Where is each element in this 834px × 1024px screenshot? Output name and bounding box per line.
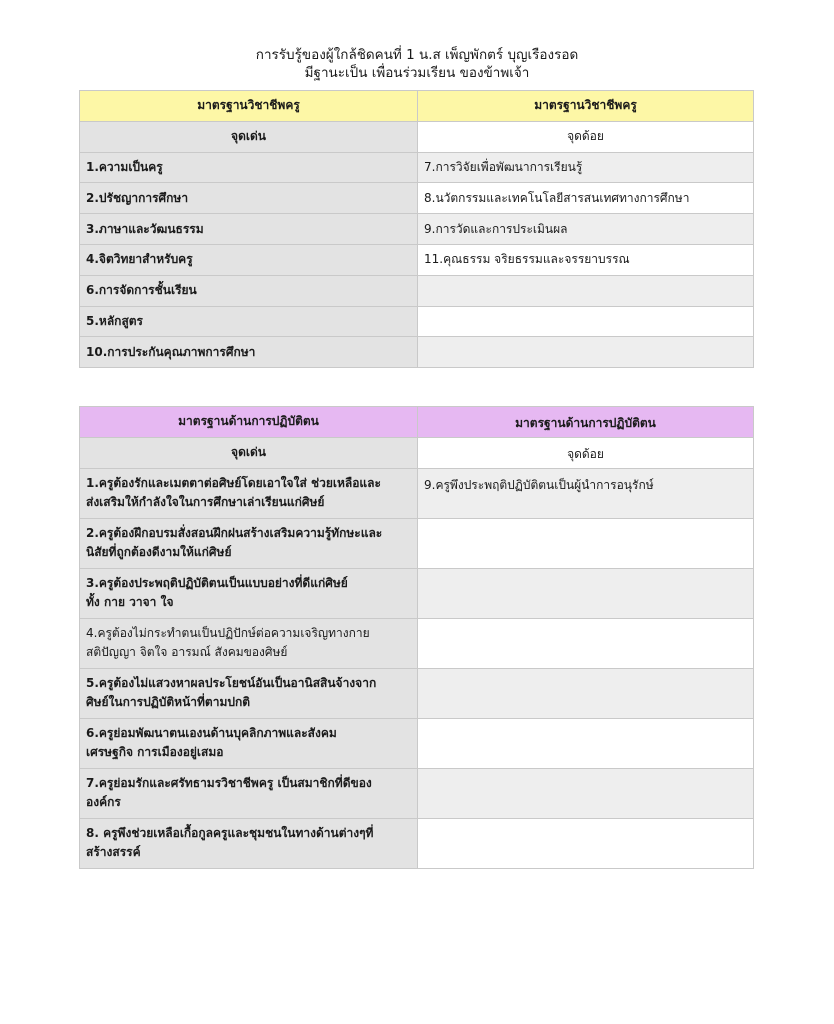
header-right: มาตรฐานวิชาชีพครู (418, 91, 754, 122)
weakness-cell: 9.ครูพึงประพฤติปฏิบัติตนเป็นผู้นำการอนุรักษ์ (418, 468, 754, 518)
header-right: มาตรฐานด้านการปฏิบัติตน (418, 407, 754, 438)
weakness-cell (418, 818, 754, 868)
strength-cell (80, 518, 418, 568)
table-row (80, 818, 754, 868)
strength-line-2: ส่งเสริมให้กำลังใจในการศึกษาเล่าเรียนแก่ศิษย์ (86, 495, 325, 510)
weaknesses-label: จุดด้อย (418, 437, 754, 468)
weakness-cell: 8.นวัตกรรมและเทคโนโลยีสารสนเทศทางการศึกษา (418, 183, 754, 214)
weakness-cell (418, 668, 754, 718)
table-row (80, 468, 754, 518)
table-row (80, 244, 754, 275)
weakness-cell (418, 337, 754, 368)
header-left: มาตรฐานด้านการปฏิบัติตน (80, 407, 418, 438)
weakness-cell: 11.คุณธรรม จริยธรรมและจรรยาบรรณ (418, 244, 754, 275)
strength-line-2: เศรษฐกิจ การเมืองอยู่เสมอ (86, 745, 224, 760)
table-row (80, 718, 754, 768)
weakness-cell (418, 568, 754, 618)
strength-line-1: 2.ครูต้องฝึกอบรมสั่งสอนฝึกฝนสร้างเสริมความรู้ทักษะและ (86, 526, 383, 541)
title-line-2: มีฐานะเป็น เพื่อนร่วมเรียน ของข้าพเจ้า (304, 65, 530, 81)
weakness-cell (418, 518, 754, 568)
table-row (80, 568, 754, 618)
table-row (80, 183, 754, 214)
table-row (80, 275, 754, 306)
table-row (80, 768, 754, 818)
title-line-1: การรับรู้ของผู้ใกล้ชิดคนที่ 1 น.ส เพ็ญพักตร์ บุญเรืองรอด (255, 47, 579, 63)
strength-cell (80, 818, 418, 868)
table-row (80, 668, 754, 718)
strength-line-2: นิสัยที่ถูกต้องดีงามให้แก่ศิษย์ (86, 545, 232, 560)
strength-line-2: ศิษย์ในการปฏิบัติหน้าที่ตามปกติ (86, 695, 251, 710)
strength-line-2: ทั้ง กาย วาจา ใจ (86, 595, 174, 610)
document-title (0, 46, 834, 82)
weakness-cell (418, 618, 754, 668)
table-row (80, 214, 754, 245)
table-row (80, 518, 754, 568)
strength-line-1: 5.ครูต้องไม่แสวงหาผลประโยชน์อันเป็นอานิสสินจ้างจาก (86, 676, 377, 691)
weaknesses-label: จุดด้อย (418, 121, 754, 152)
strength-cell (80, 568, 418, 618)
table-header-row (80, 91, 754, 122)
strength-line-1: 7.ครูย่อมรักและศรัทธามรวิชาชีพครู เป็นสมาชิกที่ดีของ (86, 776, 372, 791)
table-subheader-row (80, 121, 754, 152)
strength-line-1: 1.ครูต้องรักและเมตตาต่อศิษย์โดยเอาใจใส่ ช่วยเหลือและ (86, 476, 381, 491)
weakness-cell (418, 306, 754, 337)
strength-line-2: องค์กร (86, 795, 121, 810)
weakness-cell (418, 275, 754, 306)
strength-line-1: 3.ครูต้องประพฤติปฏิบัติตนเป็นแบบอย่างที่ดีแก่ศิษย์ (86, 576, 348, 591)
strength-line-1: 4.ครูต้องไม่กระทำตนเป็นปฏิปักษ์ต่อความเจริญทางกาย (86, 626, 370, 641)
strength-cell: 10.การประกันคุณภาพการศึกษา (80, 337, 418, 368)
strength-cell: 1.ความเป็นครู (80, 152, 418, 183)
strength-line-1: 8. ครูพึงช่วยเหลือเกื้อกูลครูและชุมชนในทางด้านต่างๆที่ (86, 826, 374, 841)
conduct-standards-table (79, 406, 754, 869)
weakness-cell (418, 768, 754, 818)
strengths-label: จุดเด่น (80, 121, 418, 152)
strength-cell: 6.การจัดการชั้นเรียน (80, 275, 418, 306)
strengths-label: จุดเด่น (80, 437, 418, 468)
strength-cell (80, 468, 418, 518)
table-header-row (80, 407, 754, 438)
table-row (80, 152, 754, 183)
table-row (80, 618, 754, 668)
strength-cell: 4.จิตวิทยาสำหรับครู (80, 244, 418, 275)
header-left: มาตรฐานวิชาชีพครู (80, 91, 418, 122)
strength-line-1: 6.ครูย่อมพัฒนาตนเองนด้านบุคลิกภาพและสังคม (86, 726, 337, 741)
strength-cell (80, 618, 418, 668)
weakness-cell: 7.การวิจัยเพื่อพัฒนาการเรียนรู้ (418, 152, 754, 183)
table-subheader-row (80, 437, 754, 468)
strength-line-2: สร้างสรรค์ (86, 845, 141, 860)
weakness-cell: 9.การวัดและการประเมินผล (418, 214, 754, 245)
table-row (80, 337, 754, 368)
professional-standards-table (79, 90, 754, 368)
strength-cell (80, 668, 418, 718)
strength-line-2: สติปัญญา จิตใจ อารมณ์ สังคมของศิษย์ (86, 645, 288, 660)
strength-cell (80, 768, 418, 818)
weakness-cell (418, 718, 754, 768)
strength-cell: 3.ภาษาและวัฒนธรรม (80, 214, 418, 245)
table-row (80, 306, 754, 337)
strength-cell: 2.ปรัชญาการศึกษา (80, 183, 418, 214)
strength-cell: 5.หลักสูตร (80, 306, 418, 337)
strength-cell (80, 718, 418, 768)
